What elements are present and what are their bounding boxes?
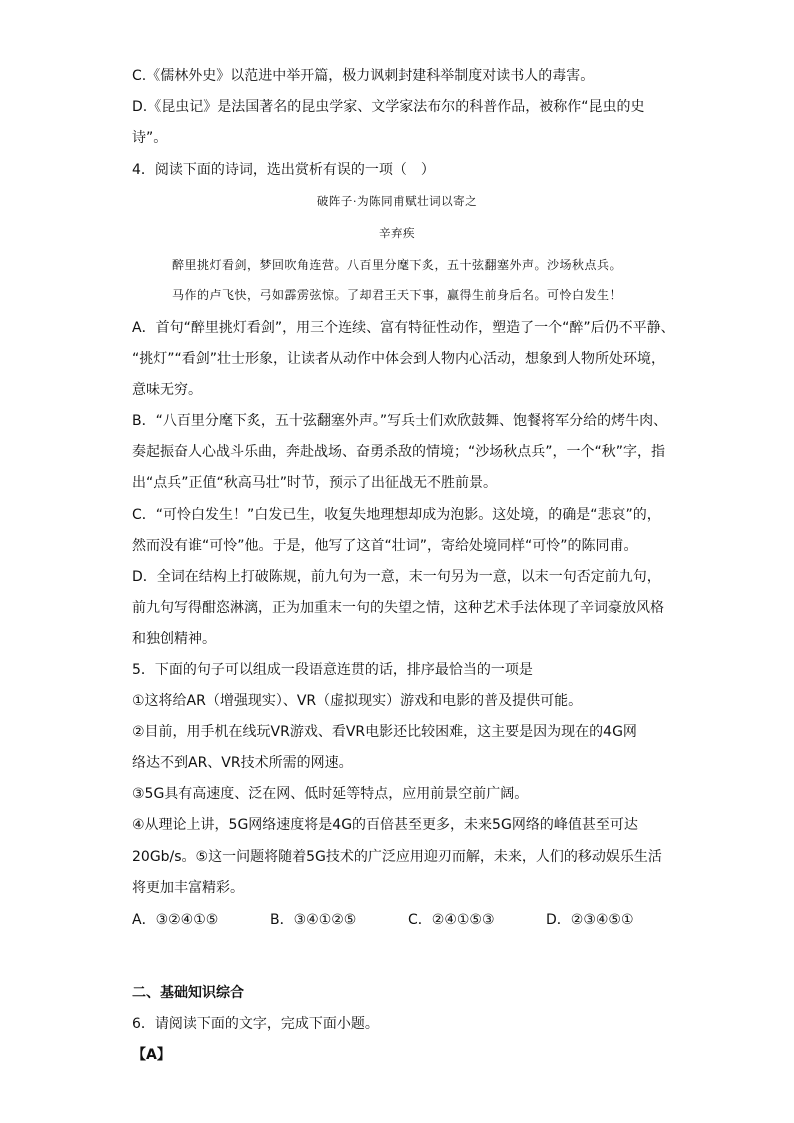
poem-line-1: 醉里挑灯看剑，梦回吹角连营。八百里分麾下炙，五十弦翻塞外声。沙场秋点兵。 <box>171 258 622 272</box>
q4-option-d-cont: 和独创精神。 <box>132 631 216 647</box>
q5-sentence-4-5: 20Gb/s。⑤这一问题将随着5G技术的广泛应用迎刃而解，未来，人们的移动娱乐生活 <box>132 849 662 865</box>
q5-sentence-1: ①这将给AR（增强现实）、VR（虚拟现实）游戏和电影的普及提供可能。 <box>132 693 583 709</box>
q4-option-a-cont: 意味无穷。 <box>132 382 202 398</box>
q5-sentence-2-cont: 络达不到AR、VR技术所需的网速。 <box>132 755 353 771</box>
question-5-stem: 5．下面的句子可以组成一段语意连贯的话，排序最恰当的一项是 <box>132 662 533 678</box>
option-d-q3-cont: 诗”。 <box>132 130 168 146</box>
q4-option-c: C．“可怜白发生！”白发已生，收复失地理想却成为泡影。这处境，的确是“悲哀”的， <box>132 507 661 523</box>
q5-sentence-2: ②目前，用手机在线玩VR游戏、看VR电影还比较困难，这主要是因为现在的4G网 <box>132 724 637 740</box>
section-title: 二、基础知识综合 <box>132 985 244 1001</box>
q4-option-a-cont: “挑灯”“看剑”壮士形象，让读者从动作中体会到人物内心活动，想象到人物所处环境， <box>132 351 666 367</box>
q5-sentence-3: ③5G具有高速度、泛在网、低时延等特点，应用前景空前广阔。 <box>132 786 529 802</box>
q5-option-a: A．③②④①⑤ <box>132 912 219 928</box>
q4-option-d: D．全词在结构上打破陈规，前九句为一意，末一句另为一意，以末一句否定前九句， <box>132 569 661 585</box>
q5-options <box>132 910 672 930</box>
question-6-stem: 6．请阅读下面的文字，完成下面小题。 <box>132 1016 379 1032</box>
poem-line-2: 马作的卢飞快，弓如霹雳弦惊。了却君王天下事，赢得生前身后名。可怜白发生！ <box>171 288 622 302</box>
q4-option-b-cont: 出“点兵”正值“秋高马壮”时节，预示了出征战无不胜前景。 <box>132 475 498 491</box>
q4-option-d-cont: 前九句写得酣恣淋漓，正为加重末一句的失望之情，这种艺术手法体现了辛词豪放风格 <box>132 600 664 616</box>
question-4-stem: 4．阅读下面的诗词，选出赏析有误的一项（ ） <box>132 162 435 178</box>
q5-sentence-4: ④从理论上讲，5G网络速度将是4G的百倍甚至更多，未来5G网络的峰值甚至可达 <box>132 817 638 833</box>
q6-part-label: 【A】 <box>132 1047 171 1063</box>
q5-option-c: C．②④①⑤③ <box>408 912 495 928</box>
poem-author: 辛弃疾 <box>379 226 415 240</box>
q4-option-a: A．首句“醉里挑灯看剑”，用三个连续、富有特征性动作，塑造了一个“醉”后仍不平静、 <box>132 320 675 336</box>
option-c-q3: C.《儒林外史》以范进中举开篇，极力讽刺封建科举制度对读书人的毒害。 <box>132 68 595 84</box>
poem-title: 破阵子·为陈同甫赋壮词以寄之 <box>316 194 478 208</box>
q4-option-b-cont: 奏起振奋人心战斗乐曲，奔赴战场、奋勇杀敌的情境；“沙场秋点兵”，一个“秋”字，指 <box>132 444 666 460</box>
q5-sentence-5-cont: 将更加丰富精彩。 <box>132 880 244 896</box>
q4-option-b: B．“八百里分麾下炙，五十弦翻塞外声。”写兵士们欢欣鼓舞、饱餐将军分给的烤牛肉、 <box>132 413 668 429</box>
q5-option-b: B．③④①②⑤ <box>270 912 357 928</box>
q5-option-d: D．②③④⑤① <box>546 912 634 928</box>
q4-option-c-cont: 然而没有谁“可怜”他。于是，他写了这首“壮词”，寄给处境同样“可怜”的陈同甫。 <box>132 538 638 554</box>
option-d-q3: D.《昆虫记》是法国著名的昆虫学家、文学家法布尔的科普作品，被称作“昆虫的史 <box>132 99 645 115</box>
